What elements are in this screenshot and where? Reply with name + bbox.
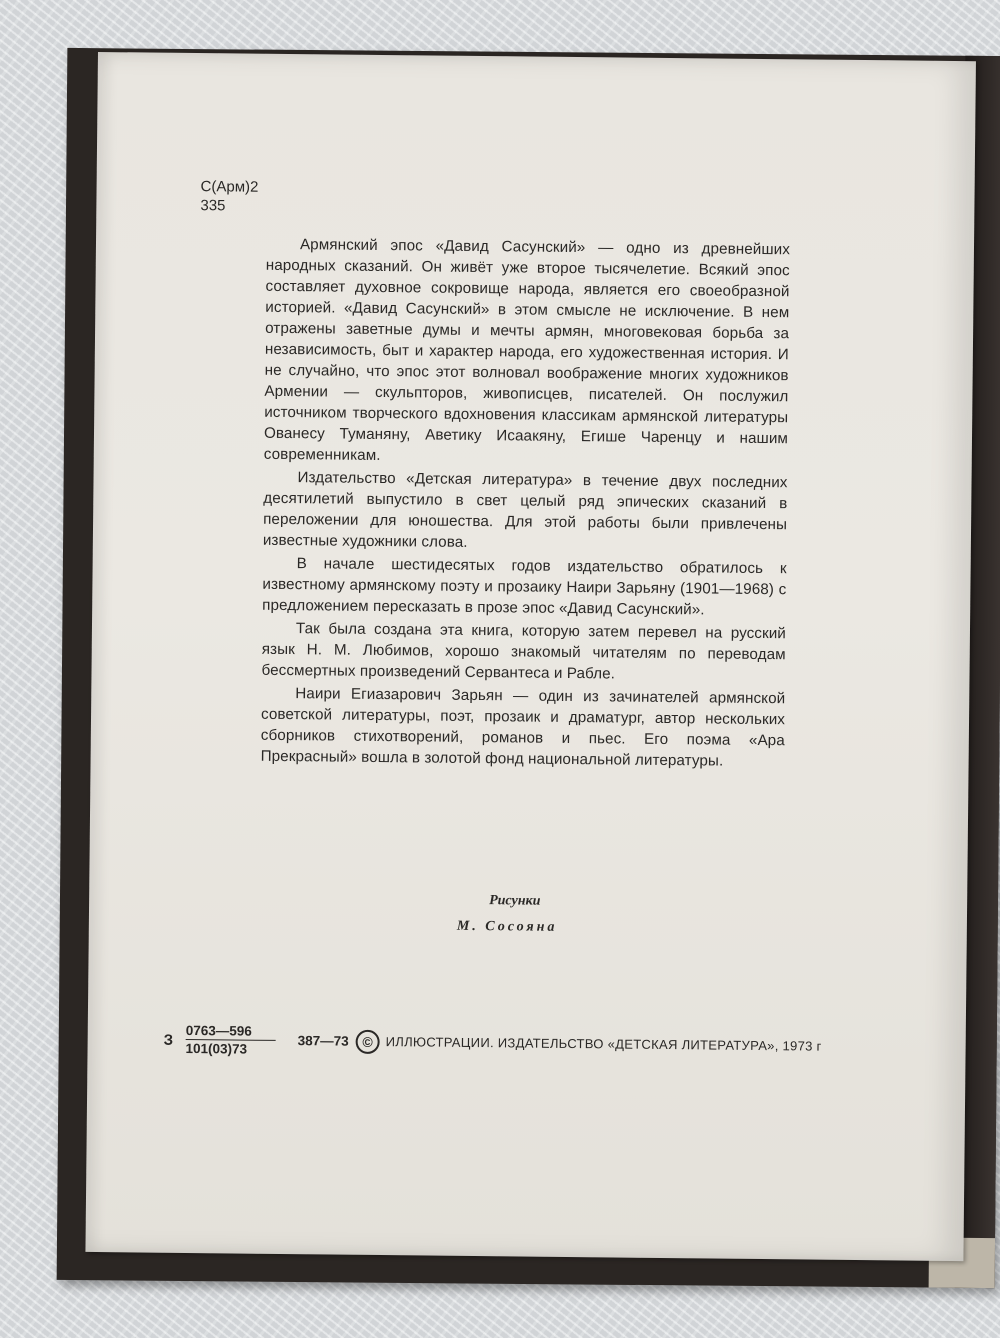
- imprint-fraction: [185, 1023, 275, 1057]
- fraction-denominator: 101(03)73: [185, 1040, 248, 1057]
- paragraph: Наири Егиазарович Зарьян — один из зачинателей армянской советской литературы, поэт, прозаик и драматург, автор нескольких сборников стихотворений, романов и пьес. Его поэма «Ара Прекрасный» вошла в золотой фонд национальной литературы.: [260, 685, 786, 770]
- copyright-icon: ©: [356, 1030, 380, 1054]
- publisher-imprint: ИЛЛЮСТРАЦИИ. ИЗДАТЕЛЬСТВО «ДЕТСКАЯ ЛИТЕРАТУРА», 1973 г: [385, 1034, 822, 1054]
- catalog-index: [200, 177, 258, 216]
- paragraph: Так была создана эта книга, которую затем перевел на русский язык Н. М. Любимов, хорошо знакомый читателям по переводам бессмертных произведений Сервантеса и Рабле.: [261, 620, 787, 683]
- paragraph: Издательство «Детская литература» в течение двух последних десятилетий выпустило в свет целый ряд эпических сказаний в переложении для юношества. Для этой работы были привлечены известные художники слова.: [262, 469, 788, 551]
- catalog-index-line1: С(Арм)2: [200, 178, 259, 196]
- paragraph: В начале шестидесятых годов издательство обратилось к известному армянскому поэту и прозаику Наири Зарьяну (1901—1968) с предложением пересказать в прозе эпос «Давид Сасунский».: [262, 555, 787, 619]
- fraction-numerator: 0763—596: [186, 1023, 276, 1041]
- catalog-index-line2: 335: [200, 197, 226, 215]
- illustrator-credits: [449, 888, 558, 941]
- imprint-code: 387—73: [297, 1033, 349, 1049]
- book-page: [85, 52, 976, 1261]
- paragraph: Армянский эпос «Давид Сасунский» — одно из древнейших народных сказаний. Он живёт уже второе тысячелетие. Всякий эпос составляет духовное сокровище народа, является его своеобразной историей. «Давид Сасунский» в этом смысле не исключение. В нем отражены заветные думы и мечты армян, многовековая борьба за независимость, быт и характер народа, его художественная история. И не случайно, что эпос этот волновал воображение многих художников Армении — скульпторов, живописцев, писателей. Он послужил источником творческого вдохновения классикам армянской литературы Ованесу Туманяну, Аветику Исаакяну, Егише Чаренцу и нашим современникам.: [263, 236, 791, 464]
- illustrations-label: Рисунки: [489, 893, 541, 909]
- imprint-number: З: [163, 1031, 174, 1049]
- imprint-line: [163, 1023, 923, 1071]
- annotation-text: [261, 234, 791, 774]
- illustrator-name: М. Сосояна: [456, 918, 558, 935]
